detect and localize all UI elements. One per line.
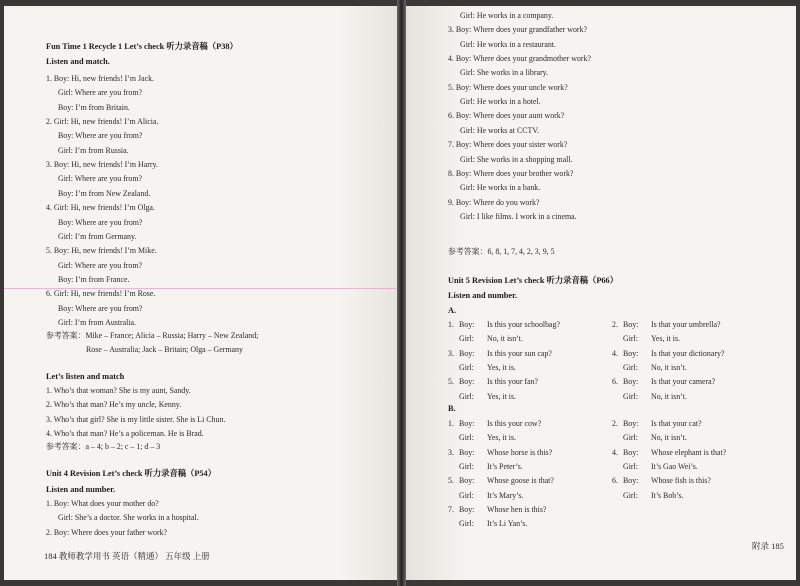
dialogue-text: Is that your camera?: [651, 377, 716, 387]
item-number: 5.: [448, 377, 454, 387]
transcript-line: Girl: He works in a company.: [460, 11, 554, 20]
speaker-label: Girl:: [623, 461, 638, 471]
item-number: 2.: [612, 320, 618, 329]
transcript-line: Boy: Where are you from?: [58, 303, 143, 313]
speaker-label: Girl:: [459, 519, 474, 529]
dialogue-text: Whose elephant is that?: [651, 447, 727, 457]
transcript-line: 2. Boy: Where does your father work?: [46, 527, 168, 537]
unit5-subtitle: Listen and number.: [448, 291, 518, 300]
transcript-line: Girl: I’m from Australia.: [58, 317, 137, 327]
transcript-line: Girl: He works in a restaurant.: [460, 39, 556, 49]
transcript-line: 2. Who’s that man? He’s my uncle, Kenny.: [46, 400, 182, 410]
dialogue-text: Yes, it is.: [487, 433, 517, 443]
section-b-label: B.: [448, 404, 456, 413]
item-number: 4.: [612, 447, 618, 457]
fun-time-title: Fun Time 1 Recycle 1 Let’s check 听力录音稿（P38）: [46, 42, 238, 51]
transcript-line: 9. Boy: Where do you work?: [448, 197, 540, 207]
dialogue-text: Is this your sun cap?: [487, 348, 552, 358]
speaker-label: Girl:: [623, 490, 638, 500]
dialogue-text: Whose horse is this?: [487, 447, 553, 457]
dialogue-text: Whose fish is this?: [651, 476, 711, 486]
transcript-line: Girl: He works in a hotel.: [460, 97, 541, 107]
dialogue-text: Is this your fan?: [487, 377, 539, 387]
speaker-label: Girl:: [459, 334, 474, 344]
transcript-line: 7. Boy: Where does your sister work?: [448, 140, 568, 150]
speaker-label: Girl:: [459, 490, 474, 500]
speaker-label: Boy:: [459, 377, 475, 387]
item-number: 1.: [448, 419, 454, 428]
transcript-line: Girl: She works in a library.: [460, 68, 549, 78]
transcript-line: Boy: Where are you from?: [58, 217, 143, 227]
item-number: 2.: [612, 419, 618, 428]
transcript-line: Girl: I’m from Germany.: [58, 231, 137, 241]
transcript-line: 3. Boy: Hi, new friends! I’m Harry.: [46, 160, 158, 170]
dialogue-text: Is that your umbrella?: [651, 320, 721, 329]
speaker-label: Boy:: [623, 447, 639, 457]
speaker-label: Boy:: [623, 348, 639, 358]
transcript-line: Girl: She works in a shopping mall.: [460, 154, 573, 164]
dialogue-text: Is this your cow?: [487, 419, 542, 428]
item-number: 5.: [448, 476, 454, 486]
transcript-line: 1. Boy: What does your mother do?: [46, 499, 159, 508]
dialogue-text: No, it isn’t.: [487, 334, 523, 344]
dialogue-text: Whose goose is that?: [487, 476, 554, 486]
dialogue-text: It’s Peter’s.: [487, 461, 523, 471]
transcript-line: 8. Boy: Where does your brother work?: [448, 168, 574, 178]
transcript-line: Girl: I’m from Russia.: [58, 145, 129, 155]
unit4-title: Unit 4 Revision Let’s check 听力录音稿（P54）: [46, 469, 217, 478]
speaker-label: Boy:: [459, 348, 475, 358]
item-number: 4.: [612, 348, 618, 358]
transcript-line: Boy: I’m from New Zealand.: [58, 188, 151, 198]
dialogue-text: Yes, it is.: [487, 391, 517, 401]
transcript-line: 1. Who’s that woman? She is my aunt, Sandy.: [46, 386, 191, 395]
transcript-line: Boy: I’m from France.: [58, 274, 130, 284]
speaker-label: Girl:: [459, 461, 474, 471]
speaker-label: Boy:: [459, 476, 475, 486]
speaker-label: Girl:: [623, 334, 638, 344]
transcript-line: 3. Who’s that girl? She is my little sister. She is Li Chun.: [46, 414, 226, 424]
answer-key-3: 参考答案：6, 8, 1, 7, 4, 2, 3, 9, 5: [448, 247, 555, 256]
book-gutter: [397, 0, 406, 586]
transcript-line: Girl: I like films. I work in a cinema.: [460, 211, 577, 221]
dialogue-text: Yes, it is.: [487, 362, 517, 372]
transcript-line: Girl: He works in a bank.: [460, 183, 541, 193]
dialogue-text: It’s Li Yan’s.: [487, 519, 528, 529]
transcript-line: 4. Boy: Where does your grandmother work?: [448, 54, 591, 64]
lets-listen-title: Let’s listen and match: [46, 372, 125, 381]
transcript-line: 5. Boy: Where does your uncle work?: [448, 82, 568, 92]
speaker-label: Boy:: [459, 447, 475, 457]
dialogue-text: It’s Gao Wei’s.: [651, 461, 698, 471]
item-number: 1.: [448, 320, 454, 329]
dialogue-text: Is this your schoolbag?: [487, 320, 560, 329]
dialogue-text: It’s Bob’s.: [651, 490, 684, 500]
transcript-line: 1. Boy: Hi, new friends! I’m Jack.: [46, 74, 155, 83]
unit4-subtitle: Listen and number.: [46, 485, 116, 494]
speaker-label: Girl:: [459, 391, 474, 401]
speaker-label: Boy:: [623, 419, 639, 428]
transcript-line: 6. Girl: Hi, new friends! I’m Rose.: [46, 289, 156, 299]
dialogue-text: Yes, it is.: [651, 334, 681, 344]
fun-time-subtitle: Listen and match.: [46, 57, 110, 66]
speaker-label: Girl:: [459, 362, 474, 372]
answer-key-1b: Rose – Australia; Jack – Britain; Olga – Germany: [86, 345, 243, 354]
dialogue-text: Whose hen is this?: [487, 504, 547, 514]
item-number: 3.: [448, 348, 454, 358]
transcript-line: Girl: Where are you from?: [58, 88, 142, 98]
right-page: [406, 6, 796, 580]
transcript-line: 2. Girl: Hi, new friends! I’m Alicia.: [46, 117, 159, 127]
right-page-footer: 附录 185: [752, 541, 784, 551]
dialogue-text: It’s Mary’s.: [487, 490, 524, 500]
item-number: 7.: [448, 504, 454, 514]
transcript-line: Girl: Where are you from?: [58, 260, 142, 270]
unit5-title: Unit 5 Revision Let’s check 听力录音稿（P66）: [448, 276, 619, 285]
transcript-line: 4. Who’s that man? He’s a policeman. He is Brad.: [46, 428, 204, 438]
speaker-label: Boy:: [459, 419, 475, 428]
speaker-label: Girl:: [459, 433, 474, 443]
transcript-line: Girl: He works at CCTV.: [460, 125, 539, 135]
speaker-label: Boy:: [459, 320, 475, 329]
dialogue-text: No, it isn’t.: [651, 433, 687, 443]
transcript-line: Boy: I’m from Britain.: [58, 102, 130, 112]
transcript-line: 4. Girl: Hi, new friends! I’m Olga.: [46, 203, 155, 213]
item-number: 6.: [612, 377, 618, 387]
item-number: 6.: [612, 476, 618, 486]
left-page-footer: 184 教师教学用书 英语（精通） 五年级 上册: [44, 551, 210, 561]
transcript-line: Girl: She’s a doctor. She works in a hospital.: [58, 513, 199, 523]
transcript-line: Boy: Where are you from?: [58, 131, 143, 141]
transcript-line: 5. Boy: Hi, new friends! I’m Mike.: [46, 246, 157, 256]
answer-key-1a: 参考答案：Mike – France; Alicia – Russia; Harry – New Zealand;: [46, 331, 259, 340]
speaker-label: Boy:: [623, 476, 639, 486]
item-number: 3.: [448, 447, 454, 457]
dialogue-text: No, it isn’t.: [651, 391, 687, 401]
dialogue-text: Is that your dictionary?: [651, 348, 725, 358]
speaker-label: Boy:: [623, 320, 639, 329]
left-page: [4, 6, 397, 580]
speaker-label: Girl:: [623, 433, 638, 443]
dialogue-text: Is that your cat?: [651, 419, 702, 428]
dialogue-text: No, it isn’t.: [651, 362, 687, 372]
transcript-line: 6. Boy: Where does your aunt work?: [448, 111, 565, 121]
transcript-line: 3. Boy: Where does your grandfather work?: [448, 25, 587, 35]
speaker-label: Boy:: [459, 504, 475, 514]
speaker-label: Girl:: [623, 362, 638, 372]
answer-key-2: 参考答案：a – 4; b – 2; c – 1; d – 3: [46, 442, 161, 451]
speaker-label: Boy:: [623, 377, 639, 387]
section-a-label: A.: [448, 306, 457, 315]
transcript-line: Girl: Where are you from?: [58, 174, 142, 184]
speaker-label: Girl:: [623, 391, 638, 401]
